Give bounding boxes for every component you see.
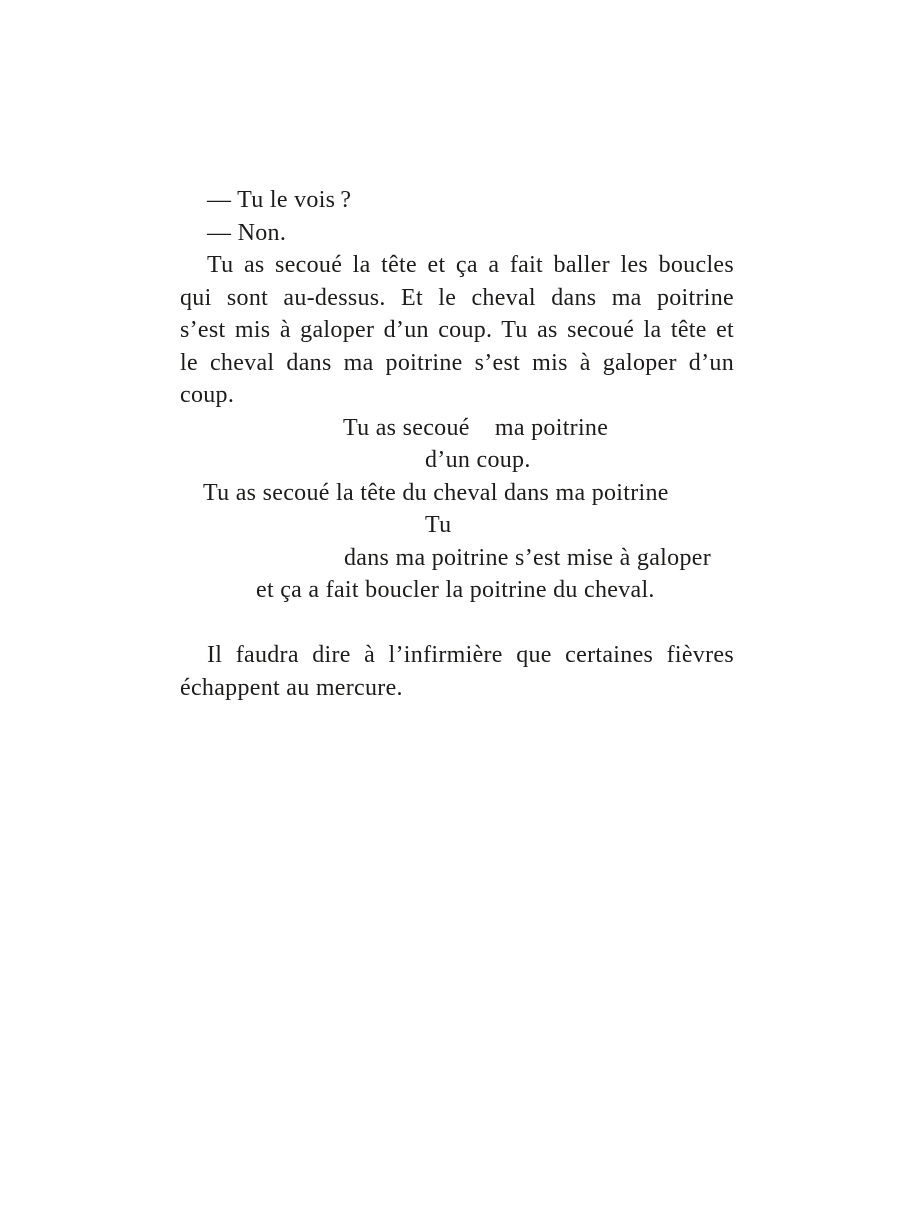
verse-line: Tu bbox=[425, 512, 452, 538]
blank-line bbox=[180, 607, 734, 640]
verse-line: Tu as secoué ma poitrine bbox=[343, 414, 609, 441]
prose-line: Tu as secoué la tête et ça a fait baller les boucles bbox=[207, 252, 734, 278]
prose-line: Il faudra dire à l’infirmière que certaines fièvres bbox=[207, 642, 734, 668]
verse-line: Tu as secoué la tête du cheval dans ma poitrine bbox=[203, 479, 669, 506]
prose-paragraph bbox=[180, 249, 734, 412]
text-block bbox=[180, 184, 734, 704]
verse-line: dans ma poitrine s’est mise à galoper bbox=[344, 544, 711, 571]
prose-line: le cheval dans ma poitrine s’est mis à galoper d’un bbox=[180, 349, 734, 376]
dialogue-line: — Tu le vois ? bbox=[207, 187, 352, 213]
dialogue-line: — Non. bbox=[207, 219, 287, 246]
verse-block bbox=[180, 412, 734, 607]
verse-line: et ça a fait boucler la poitrine du cheval. bbox=[256, 577, 655, 603]
verse-line: d’un coup. bbox=[425, 447, 531, 473]
prose-line: échappent au mercure. bbox=[180, 674, 403, 701]
prose-line: coup. bbox=[180, 382, 235, 408]
closing-paragraph bbox=[180, 639, 734, 704]
prose-line: s’est mis à galoper d’un coup. Tu as secoué la tête et bbox=[180, 317, 734, 343]
prose-line: qui sont au-dessus. Et le cheval dans ma poitrine bbox=[180, 284, 734, 311]
